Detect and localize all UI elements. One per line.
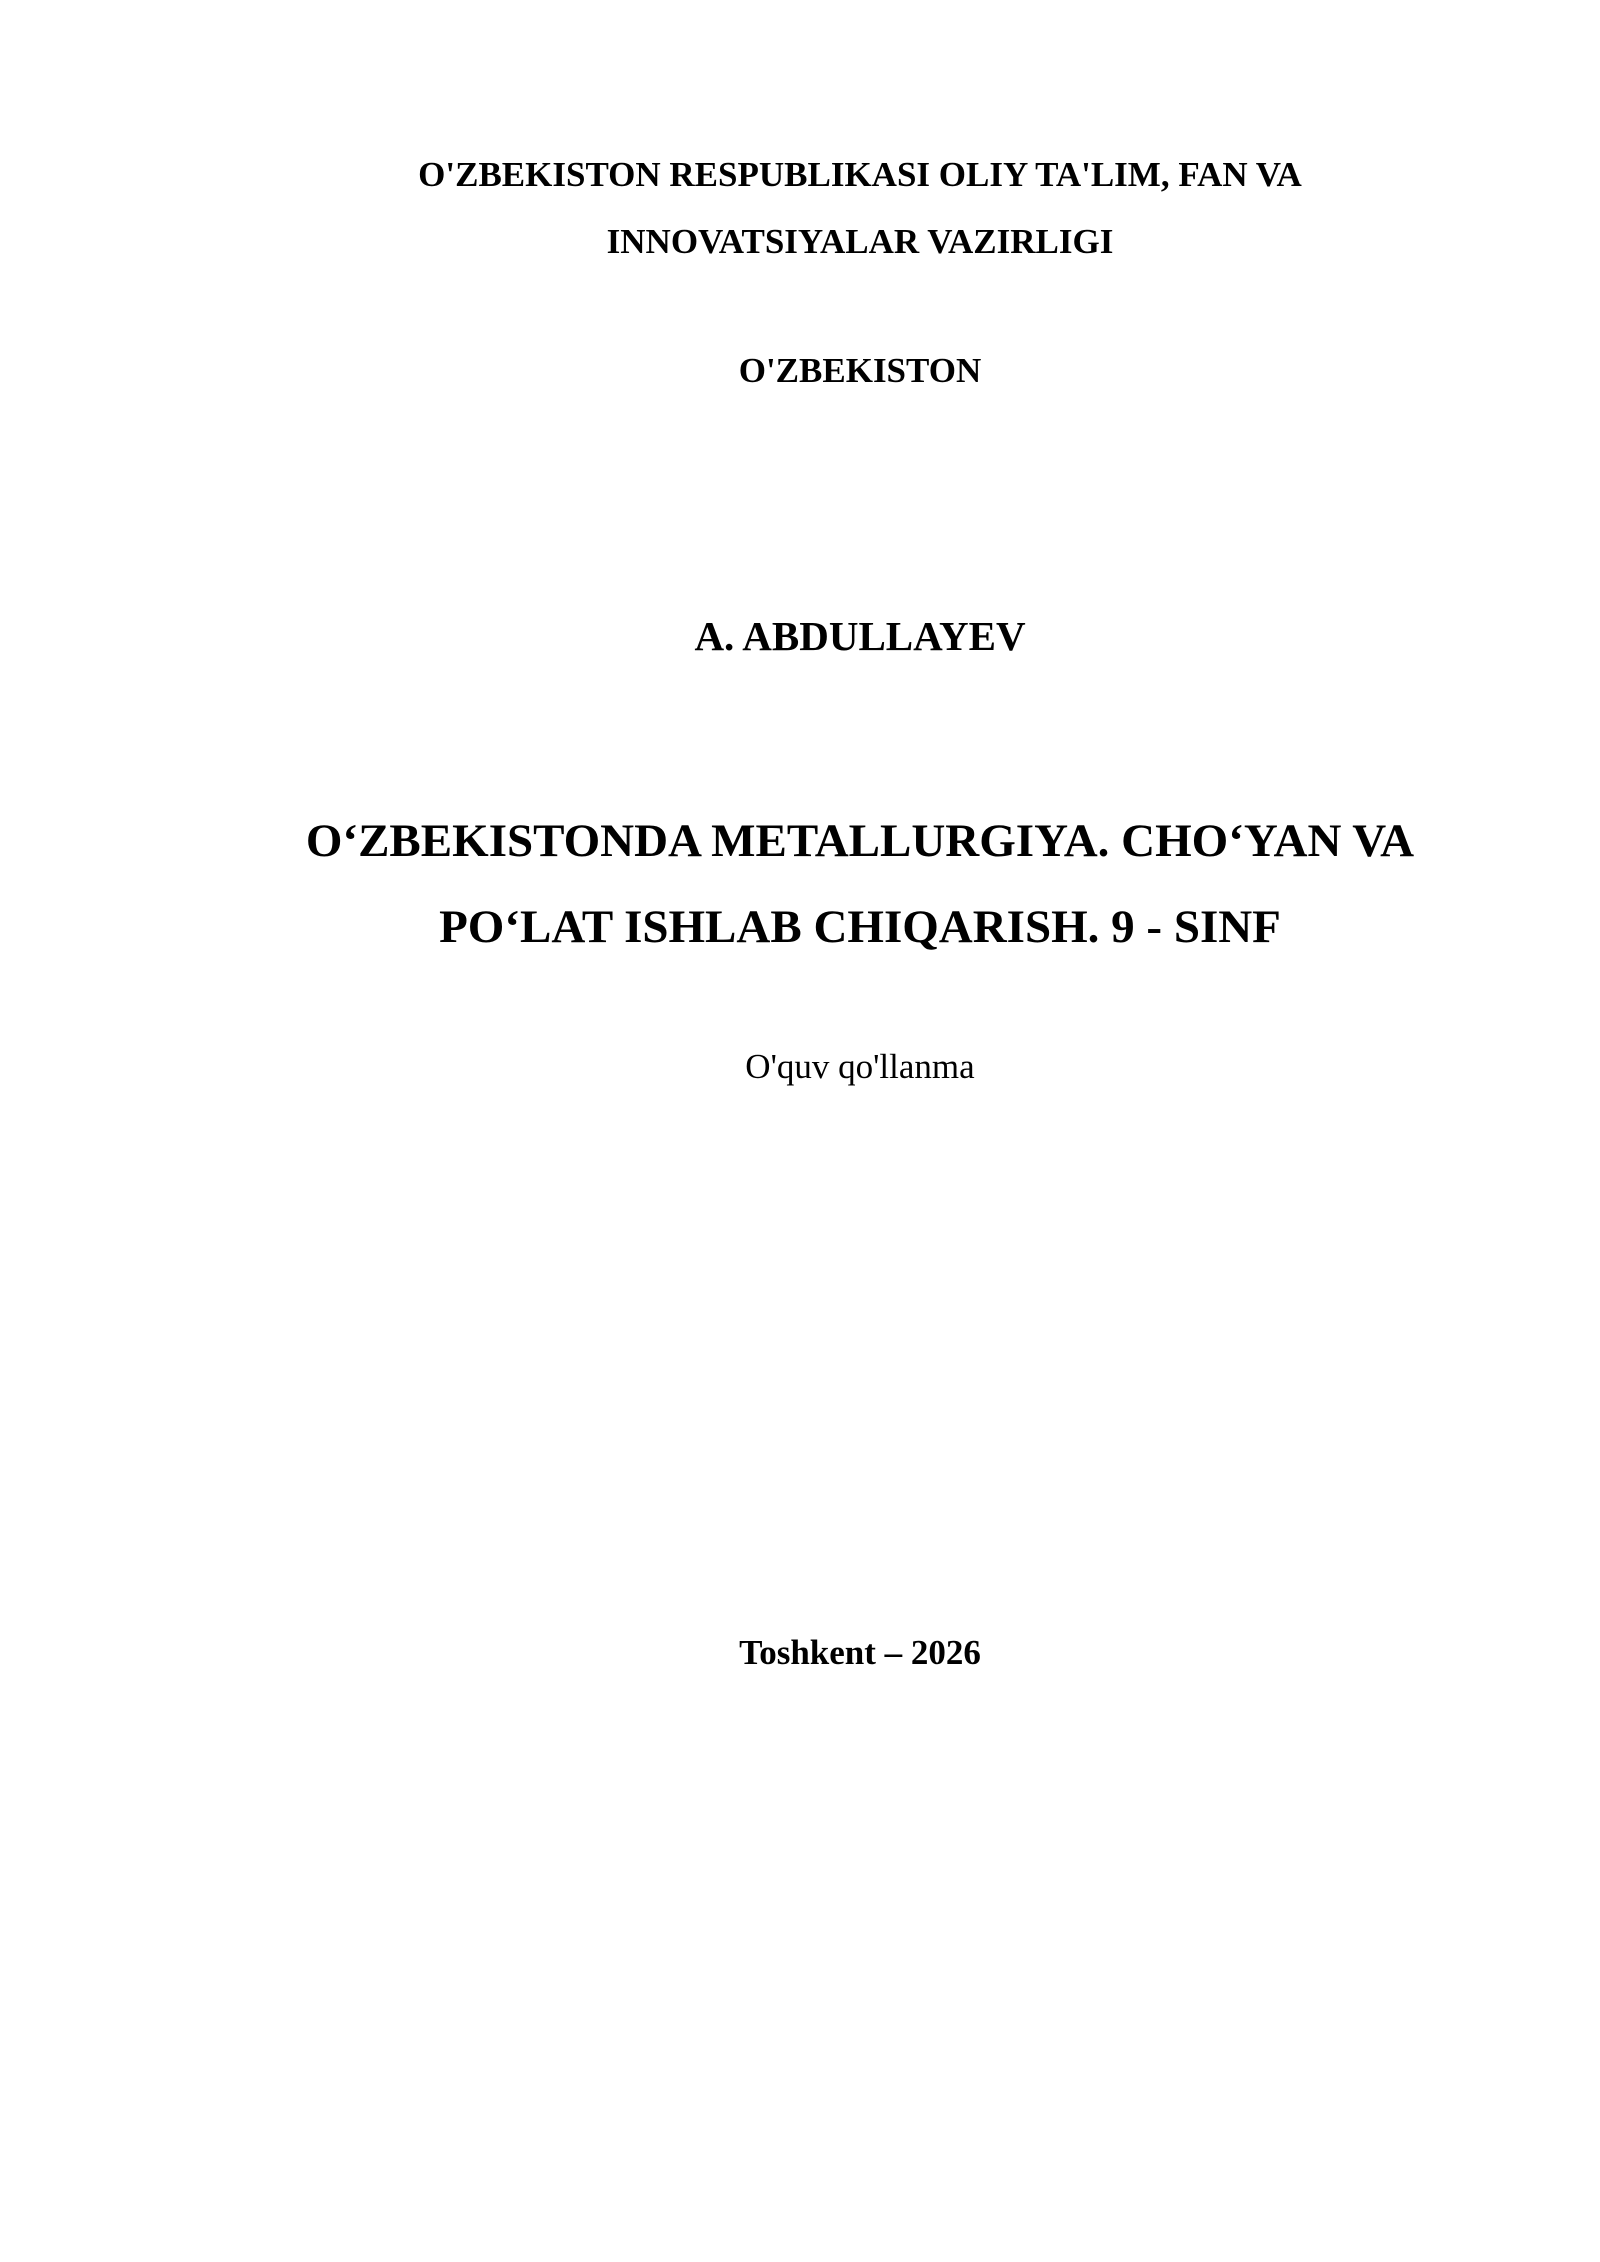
ministry-name-line-1: O'ZBEKISTON RESPUBLIKASI OLIY TA'LIM, FAN VA: [418, 155, 1302, 194]
book-title-line-1: O‘ZBEKISTONDA METALLURGIYA. CHO‘YAN VA: [305, 815, 1415, 867]
ministry-name-line-2: INNOVATSIYALAR VAZIRLIGI: [606, 222, 1114, 261]
organization-name: O'ZBEKISTON: [738, 351, 982, 390]
author-name: A. ABDULLAYEV: [694, 613, 1026, 659]
document-type: O'quv qo'llanma: [745, 1047, 975, 1086]
place-and-year: Toshkent – 2026: [739, 1633, 981, 1672]
book-title-line-2: PO‘LAT ISHLAB CHIQARISH. 9 - SINF: [439, 901, 1281, 953]
